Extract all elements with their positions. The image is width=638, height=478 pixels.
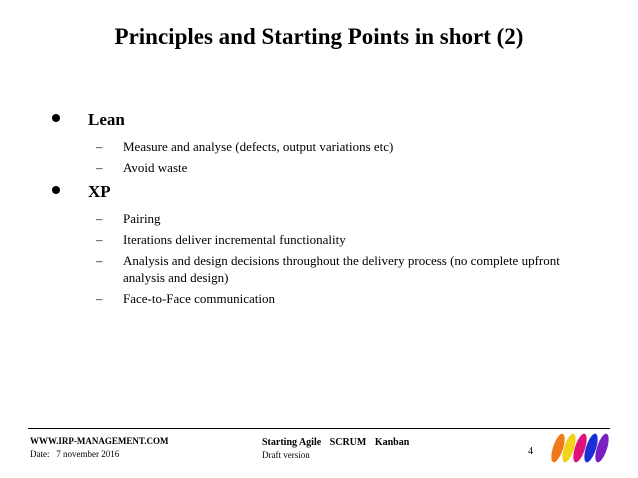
dash-icon: –: [96, 211, 103, 226]
page-number: 4: [528, 446, 533, 457]
course-title: [262, 436, 415, 449]
dash-icon: –: [96, 139, 103, 154]
list-item: [96, 138, 592, 155]
footer-divider: [28, 428, 610, 429]
dash-icon: –: [96, 232, 103, 247]
course-part: Kanban: [374, 437, 410, 448]
sub-list: [96, 210, 592, 307]
list-item: [96, 159, 592, 176]
bullet-label: XP: [88, 182, 111, 201]
dash-icon: –: [96, 291, 103, 306]
website-link[interactable]: WWW.IRP-MANAGEMENT.COM: [30, 436, 169, 446]
date-value: 7 november 2016: [56, 449, 120, 459]
slide-content: [52, 110, 592, 313]
list-item-text: Face-to-Face communication: [123, 291, 275, 306]
list-item: [96, 231, 592, 248]
list-item-text: Pairing: [123, 211, 161, 226]
section-lean: [52, 110, 592, 176]
footer-date: [30, 448, 169, 461]
bullet-lean: [52, 110, 592, 136]
list-item-text: Analysis and design decisions throughout the delivery process (no complete upfront analysis and design): [123, 253, 560, 285]
list-item: [96, 252, 592, 286]
list-item-text: Measure and analyse (defects, output variations etc): [123, 139, 394, 154]
bullet-xp: [52, 182, 592, 208]
list-item: [96, 290, 592, 307]
bullet-dot-icon: [52, 186, 60, 194]
footer-center: [262, 436, 415, 462]
bullet-dot-icon: [52, 114, 60, 122]
slide-title: Principles and Starting Points in short (2): [114, 24, 524, 49]
dash-icon: –: [96, 160, 103, 175]
date-label: Date:: [30, 449, 50, 459]
section-xp: [52, 182, 592, 307]
list-item-text: Avoid waste: [123, 160, 188, 175]
course-part: SCRUM: [329, 437, 367, 448]
bullet-label: Lean: [88, 110, 125, 129]
colorful-stripes-logo: [550, 430, 612, 466]
list-item: [96, 210, 592, 227]
footer-left: [30, 435, 169, 461]
dash-icon: –: [96, 253, 103, 268]
course-part: Starting Agile: [262, 437, 322, 448]
version-label: Draft version: [262, 450, 310, 460]
list-item-text: Iterations deliver incremental functionality: [123, 232, 346, 247]
sub-list: [96, 138, 592, 176]
